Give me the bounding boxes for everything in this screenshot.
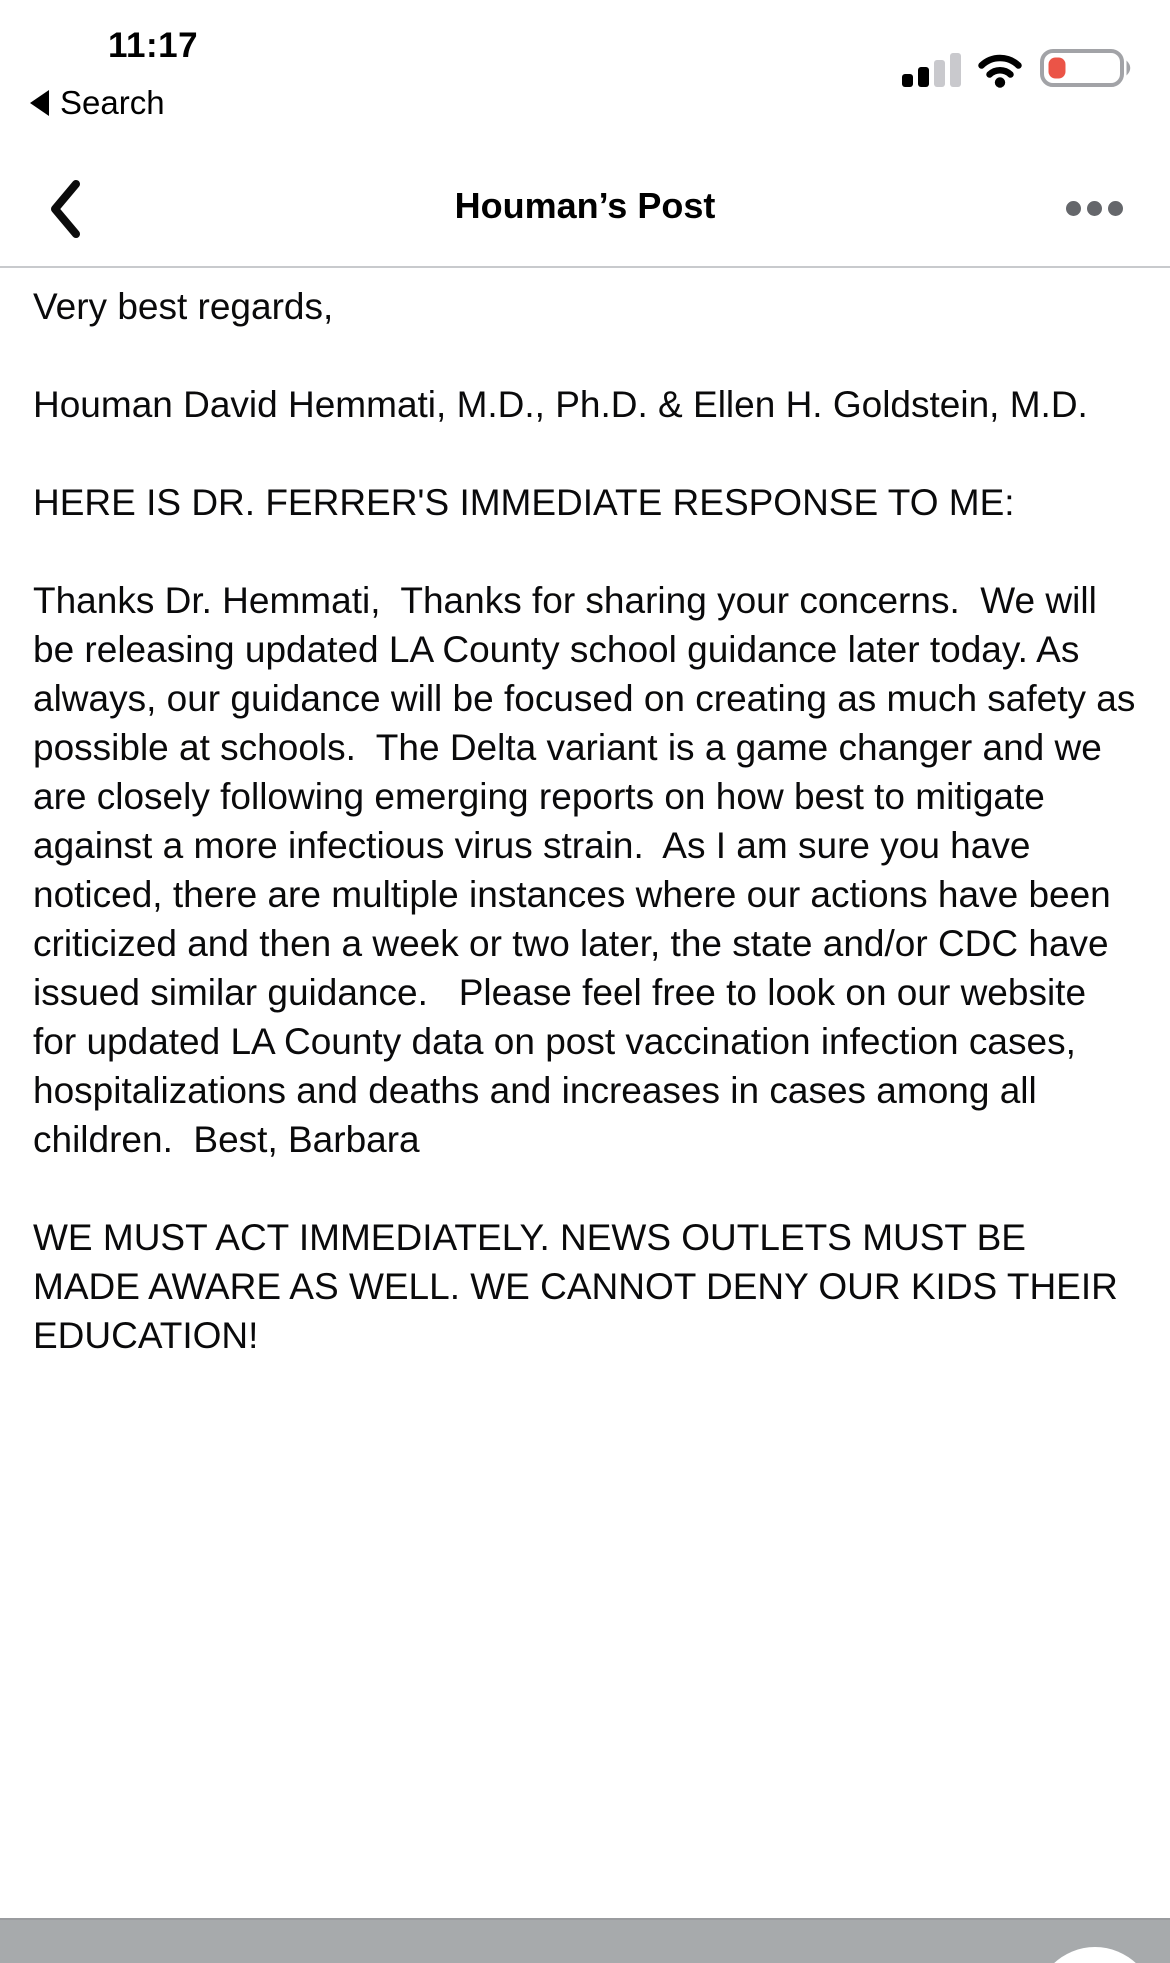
post-body [0, 270, 1170, 1409]
more-options-button[interactable] [1066, 197, 1123, 220]
post-paragraph: Houman David Hemmati, M.D., Ph.D. & Ellen H. Goldstein, M.D. [33, 384, 1088, 425]
post-paragraph: Thanks Dr. Hemmati, Thanks for sharing your concerns. We will be releasing updated LA County school guidance later today. As always, our guidance will be focused on creating as much safety as possible at schools. The Delta variant is a game changer and we are closely following emerging reports on how best to mitigate against a more infectious virus strain. As I am sure you have noticed, there are multiple instances where our actions have been criticized and then a week or two later, the state and/or CDC have issued similar guidance. Please feel free to look on our website for updated LA County data on post vaccination infection cases, hospitalizations and deaths and increases in cases among all children. Best, Barbara [33, 580, 1146, 1160]
back-to-search-link[interactable] [30, 84, 165, 122]
status-time: 11:17 [107, 26, 199, 65]
back-triangle-icon [30, 90, 49, 116]
status-bar [0, 0, 1170, 127]
post-paragraph: HERE IS DR. FERRER'S IMMEDIATE RESPONSE TO ME: [33, 482, 1015, 523]
battery-level-fill [1049, 58, 1066, 79]
battery-icon [1039, 48, 1135, 88]
status-icons [902, 48, 1135, 88]
back-to-search-label: Search [60, 84, 165, 121]
post-paragraph: WE MUST ACT IMMEDIATELY. NEWS OUTLETS MUST BE MADE AWARE AS WELL. WE CANNOT DENY OUR KIDS THEIR EDUCATION! [33, 1217, 1129, 1356]
ellipsis-dot [1066, 201, 1081, 216]
wifi-icon [976, 51, 1024, 88]
ellipsis-dot [1108, 201, 1123, 216]
post-paragraph: Very best regards, [33, 286, 334, 327]
nav-bar [0, 127, 1170, 268]
page-title: Houman’s Post [454, 185, 716, 226]
post-attachment-image[interactable] [0, 1918, 1170, 1963]
cellular-signal-icon [902, 54, 961, 88]
ellipsis-dot [1087, 201, 1102, 216]
attachment-circle-shape [1035, 1947, 1155, 1963]
